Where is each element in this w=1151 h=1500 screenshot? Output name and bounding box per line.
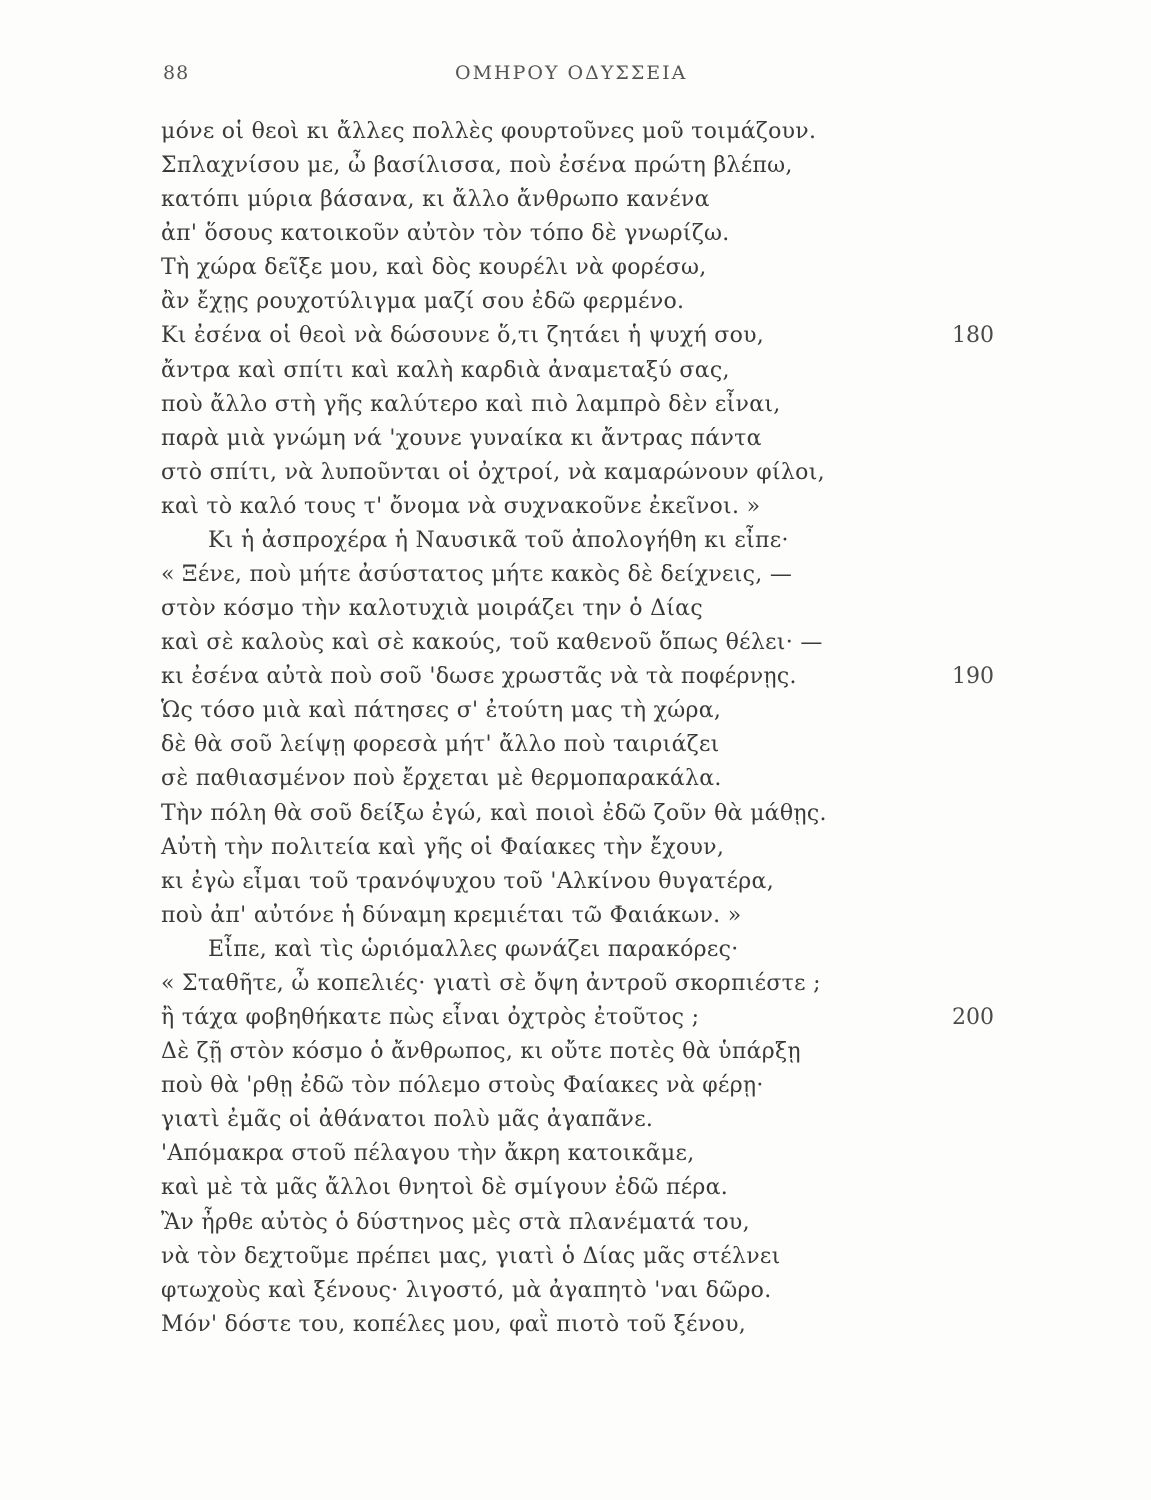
verse-line: [0, 217, 1151, 251]
verse-text: ποὺ ἄλλο στὴ γῆς καλύτερο καὶ πιὸ λαμπρὸ δὲν εἶναι,: [161, 391, 781, 417]
verse-line: [0, 831, 1151, 865]
verse-text: Τὴ χώρα δεῖξε μου, καὶ δὸς κουρέλι νὰ φορέσω,: [161, 255, 707, 281]
verse-line: [0, 558, 1151, 592]
verse-text: ἀπ' ὅσους κατοικοῦν αὐτὸν τὸν τόπο δὲ γνωρίζω.: [161, 221, 730, 247]
verse-text: κι ἐσένα αὐτὰ ποὺ σοῦ 'δωσε χρωστᾶς νὰ τὰ ποφέρνῃς.: [161, 664, 797, 690]
verse-line: [0, 1240, 1151, 1274]
verse-line: [0, 388, 1151, 422]
verse-line: [0, 899, 1151, 933]
verse-text: Αὐτὴ τὴν πολιτεία καὶ γῆς οἱ Φαίακες τὴν ἔχουν,: [161, 834, 725, 860]
verse-line: [0, 1069, 1151, 1103]
verse-text: μόνε οἱ θεοὶ κι ἄλλες πολλὲς φουρτοῦνες μοῦ τοιμάζουν.: [161, 119, 817, 144]
verse-text: γιατὶ ἐμᾶς οἱ ἀθάνατοι πολὺ μᾶς ἀγαπᾶνε.: [161, 1107, 654, 1133]
verse-line: [0, 865, 1151, 899]
verse-text: στὸν κόσμο τὴν καλοτυχιὰ μοιράζει την ὁ Δίας: [161, 596, 703, 622]
verse-text: « Σταθῆτε, ὦ κοπελιές· γιατὶ σὲ ὄψη ἀντροῦ σκορπιέστε ;: [161, 970, 821, 996]
page-header: [0, 62, 1151, 94]
verse-line: [0, 1206, 1151, 1240]
verse-text: κι ἐγὼ εἶμαι τοῦ τρανόψυχου τοῦ 'Αλκίνου θυγατέρα,: [161, 868, 774, 894]
verse-line: [0, 967, 1151, 1001]
verse-text: Μόν' δόστε του, κοπέλες μου, φαῒ πιοτὸ τοῦ ξένου,: [161, 1311, 747, 1337]
verse-line: [0, 1035, 1151, 1069]
verse-text: φτωχοὺς καὶ ξένους· λιγοστό, μὰ ἀγαπητὸ 'ναι δῶρο.: [161, 1277, 772, 1303]
verse-line: [0, 694, 1151, 728]
verse-text: ποὺ θὰ 'ρθῃ ἐδῶ τὸν πόλεμο στοὺς Φαίακες νὰ φέρῃ·: [161, 1073, 764, 1099]
verse-line: [0, 1171, 1151, 1205]
verse-text: ποὺ ἀπ' αὐτόνε ἡ δύναμη κρεμιέται τῶ Φαιάκων. »: [161, 902, 742, 928]
line-number: 190: [952, 664, 994, 690]
verse-line: [0, 626, 1151, 660]
verse-line: [0, 319, 1151, 353]
verse-text: δὲ θὰ σοῦ λείψῃ φορεσὰ μήτ' ἄλλο ποὺ ταιριάζει: [161, 732, 720, 758]
verse-line: [0, 797, 1151, 831]
verse-line: [0, 354, 1151, 388]
verse-text: ἢ τάχα φοβηθήκατε πὼς εἶναι ὀχτρὸς ἐτοῦτος ;: [161, 1005, 700, 1031]
verse-text: Σπλαχνίσου με, ὦ βασίλισσα, ποὺ ἐσένα πρώτη βλέπω,: [161, 153, 793, 179]
verse-block: [0, 115, 1151, 1342]
verse-line: [0, 490, 1151, 524]
verse-text: Ἂν ἦρθε αὐτὸς ὁ δύστηνος μὲς στὰ πλανέματά του,: [161, 1209, 750, 1235]
verse-line: [0, 1001, 1151, 1035]
verse-line: [0, 183, 1151, 217]
verse-text: Κι ἐσένα οἱ θεοὶ νὰ δώσουνε ὅ,τι ζητάει ἡ ψυχή σου,: [161, 323, 765, 349]
line-number: 200: [952, 1005, 994, 1031]
verse-line: [0, 1103, 1151, 1137]
verse-text: ἂν ἔχῃς ρουχοτύλιγμα μαζί σου ἐδῶ φερμένο.: [161, 289, 685, 315]
verse-line: [0, 149, 1151, 183]
verse-text: Κι ἡ ἀσπροχέρα ἡ Ναυσικᾶ τοῦ ἀπολογήθη κι εἶπε·: [208, 527, 789, 553]
verse-line: [0, 728, 1151, 762]
verse-line: [0, 115, 1151, 149]
verse-text: Δὲ ζῇ στὸν κόσμο ὁ ἄνθρωπος, κι οὔτε ποτὲς θὰ ὑπάρξῃ: [161, 1039, 801, 1065]
verse-line: [0, 762, 1151, 796]
verse-text: καὶ μὲ τὰ μᾶς ἄλλοι θνητοὶ δὲ σμίγουν ἐδῶ πέρα.: [161, 1175, 729, 1201]
verse-text: σὲ παθιασμένον ποὺ ἔρχεται μὲ θερμοπαρακάλα.: [161, 766, 722, 792]
verse-text: « Ξένε, ποὺ μήτε ἀσύστατος μήτε κακὸς δὲ δείχνεις, —: [161, 562, 793, 588]
verse-text: καὶ σὲ καλοὺς καὶ σὲ κακούς, τοῦ καθενοῦ ὅπως θέλει· —: [161, 630, 823, 656]
verse-line: [0, 251, 1151, 285]
verse-line: [0, 524, 1151, 558]
page-number: 88: [163, 62, 190, 84]
verse-text: νὰ τὸν δεχτοῦμε πρέπει μας, γιατὶ ὁ Δίας μᾶς στέλνει: [161, 1243, 781, 1269]
verse-line: [0, 1274, 1151, 1308]
verse-text: Τὴν πόλη θὰ σοῦ δείξω ἐγώ, καὶ ποιοὶ ἐδῶ ζοῦν θὰ μάθῃς.: [161, 800, 827, 826]
verse-line: [0, 456, 1151, 490]
verse-text: καὶ τὸ καλό τους τ' ὄνομα νὰ συχνακοῦνε ἐκεῖνοι. »: [161, 493, 761, 519]
verse-line: [0, 592, 1151, 626]
verse-text: κατόπι μύρια βάσανα, κι ἄλλο ἄνθρωπο κανένα: [161, 187, 710, 213]
running-title: ΟΜΗΡΟΥ ΟΔΥΣΣΕΙΑ: [455, 62, 688, 84]
verse-line: [0, 660, 1151, 694]
verse-line: [0, 933, 1151, 967]
verse-line: [0, 1137, 1151, 1171]
verse-text: Εἶπε, καὶ τὶς ὡριόμαλλες φωνάζει παρακόρες·: [208, 936, 739, 962]
verse-line: [0, 1308, 1151, 1342]
verse-text: στὸ σπίτι, νὰ λυποῦνται οἱ ὀχτροί, νὰ καμαρώνουν φίλοι,: [161, 459, 825, 485]
verse-text: Ὡς τόσο μιὰ καὶ πάτησες σ' ἐτούτη μας τὴ χώρα,: [161, 698, 722, 724]
verse-text: 'Απόμακρα στοῦ πέλαγου τὴν ἄκρη κατοικᾶμε,: [161, 1141, 695, 1167]
line-number: 180: [952, 323, 994, 349]
verse-line: [0, 285, 1151, 319]
verse-text: παρὰ μιὰ γνώμη νά 'χουνε γυναίκα κι ἄντρας πάντα: [161, 425, 762, 451]
verse-text: ἄντρα καὶ σπίτι καὶ καλὴ καρδιὰ ἀναμεταξύ σας,: [161, 357, 730, 383]
verse-line: [0, 422, 1151, 456]
